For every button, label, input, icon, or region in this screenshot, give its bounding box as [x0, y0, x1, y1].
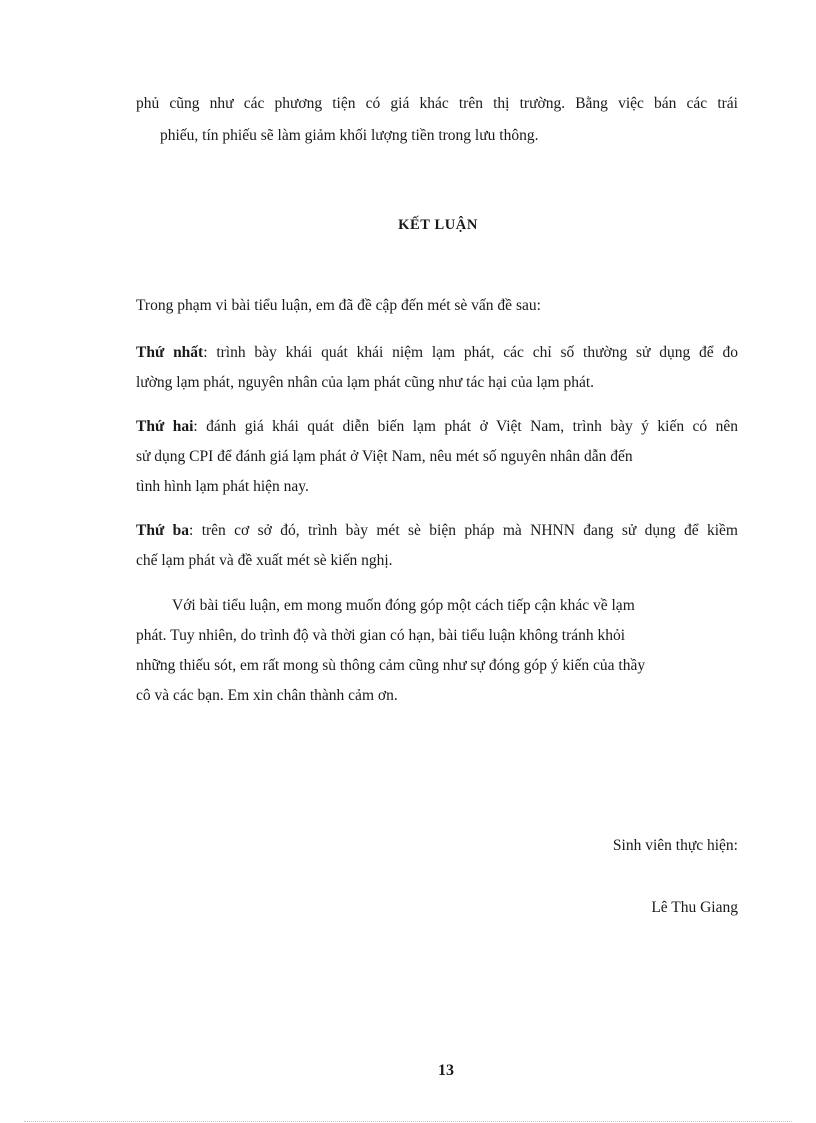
point-second-text: : đánh giá khái quát diễn biến lạm phát ở Việt Nam, trình bày ý kiến có nên	[193, 418, 739, 435]
closing-line-1: Với bài tiểu luận, em mong muốn đóng góp một cách tiếp cận khác về lạm	[172, 597, 635, 614]
point-third-text: : trên cơ sở đó, trình bày mét sè biện pháp mà NHNN đang sử dụng để kiềm	[189, 522, 738, 539]
point-first-line-1	[136, 343, 738, 363]
closing-line-3: những thiếu sót, em rất mong sù thông cảm cũng như sự đóng góp ý kiến của thầy	[136, 657, 646, 674]
point-second-line-2: sử dụng CPI để đánh giá lạm phát ở Việt Nam, nêu mét số nguyên nhân dẫn đến	[136, 448, 633, 465]
point-second-line-1	[136, 417, 738, 437]
point-third-line-2: chế lạm phát và đề xuất mét sè kiến nghị.	[136, 552, 393, 569]
point-first-text: : trình bày khái quát khái niệm lạm phát, các chỉ số thường sử dụng để đo	[203, 344, 738, 361]
signature-name: Lê Thu Giang	[651, 899, 738, 916]
page-number: 13	[438, 1062, 454, 1079]
continuation-line-1: phủ cũng như các phương tiện có giá khác trên thị trường. Bằng việc bán các trái	[136, 95, 738, 112]
point-first-label: Thứ nhất	[136, 344, 204, 361]
point-third-label: Thứ ba	[136, 522, 190, 539]
page-boundary-divider	[24, 1121, 792, 1122]
point-second-label: Thứ hai	[136, 418, 194, 435]
continuation-line-2: phiếu, tín phiếu sẽ làm giảm khối lượng tiền trong lưu thông.	[160, 127, 539, 144]
closing-line-4: cô và các bạn. Em xin chân thành cảm ơn.	[136, 687, 398, 704]
signature-label: Sinh viên thực hiện:	[612, 837, 738, 854]
section-title: KẾT LUẬN	[398, 217, 478, 233]
point-second-line-3: tình hình lạm phát hiện nay.	[136, 478, 309, 495]
intro-text: Trong phạm vi bài tiểu luận, em đã đề cập đến mét sè vấn đề sau:	[136, 297, 541, 314]
closing-line-2: phát. Tuy nhiên, do trình độ và thời gian có hạn, bài tiểu luận không tránh khỏi	[136, 627, 626, 644]
point-first-line-2: lường lạm phát, nguyên nhân của lạm phát cũng như tác hại của lạm phát.	[136, 374, 594, 391]
point-third-line-1	[136, 521, 738, 541]
